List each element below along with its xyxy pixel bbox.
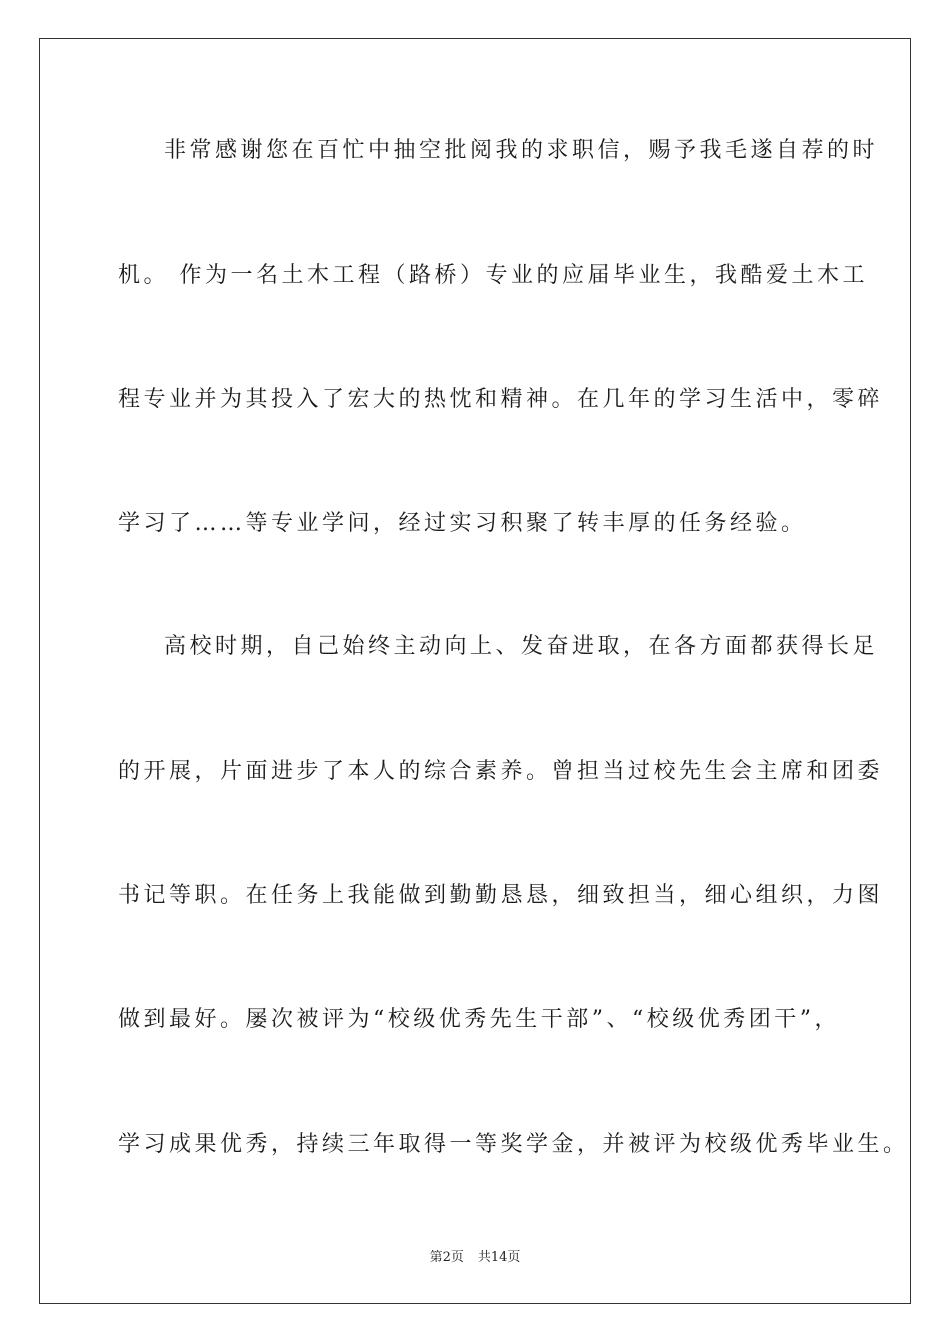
paragraph-line: 书记等职。在任务上我能做到勤勤恳恳，细致担当，细心组织，力图: [118, 883, 884, 908]
page-total: 共14页: [477, 1250, 521, 1265]
paragraph-line: 学习了……等专业学问，经过实习积聚了转丰厚的任务经验。: [118, 511, 807, 536]
paragraph-line: 程专业并为其投入了宏大的热忱和精神。在几年的学习生活中，零碎: [118, 387, 884, 412]
paragraph-line: 学习成果优秀，持续三年取得一等奖学金，并被评为校级优秀毕业生。: [118, 1132, 909, 1157]
paragraph-line: 高校时期，自己始终主动向上、发奋进取，在各方面都获得长足: [164, 634, 879, 659]
paragraph-line: 的开展，片面进步了本人的综合素养。曾担当过校先生会主席和团委: [118, 759, 884, 784]
page-border: [39, 38, 911, 1304]
page-number: 第2页: [429, 1250, 464, 1265]
paragraph-line: 机。 作为一名土木工程（路桥）专业的应届毕业生，我酷爱土木工: [118, 263, 868, 288]
page-footer: [0, 1250, 950, 1266]
paragraph-line: 做到最好。屡次被评为“校级优秀先生干部”、“校级优秀团干”，: [118, 1007, 840, 1032]
paragraph-line: 非常感谢您在百忙中抽空批阅我的求职信，赐予我毛遂自荐的时: [164, 138, 879, 163]
